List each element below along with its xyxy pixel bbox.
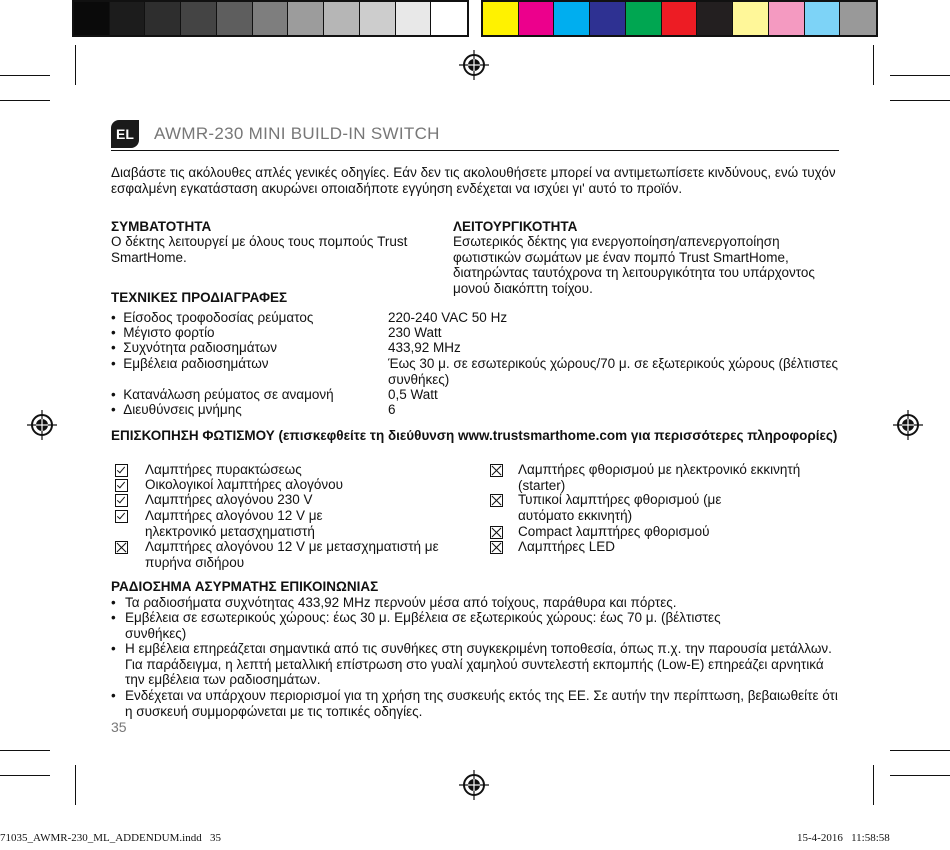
spec-label: • Εμβέλεια ραδιοσημάτων — [111, 356, 269, 371]
wireless-heading: ΡΑΔΙΟΣΗΜΑ ΑΣΥΡΜΑΤΗΣ ΕΠΙΚΟΙΝΩΝΙΑΣ — [111, 579, 379, 594]
color-swatch — [324, 2, 360, 35]
file-slug: 71035_AWMR-230_ML_ADDENDUM.indd 35 — [0, 832, 221, 844]
spec-value: 0,5 Watt — [388, 387, 438, 402]
spec-label: • Κατανάλωση ρεύματος σε αναμονή — [111, 387, 334, 402]
color-swatch — [626, 2, 662, 35]
functionality-heading: ΛΕΙΤΟΥΡΓΙΚΟΤΗΤΑ — [453, 219, 578, 234]
intro-paragraph: Διαβάστε τις ακόλουθες απλές γενικές οδηγίες. Εάν δεν τις ακολουθήσετε μπορεί να αντιμετωπίσετε κινδύνους, ενώ τυχόν εσφαλμένη εγκατάσταση ακυρώνει οποιαδήποτε εγγύηση ενδέχεται να ισχύει γι' αυτό το προϊόν. — [111, 165, 836, 196]
crop-mark — [0, 750, 50, 751]
product-title: AWMR-230 MINI BUILD-IN SWITCH — [154, 124, 440, 143]
spec-label: • Μέγιστο φορτίο — [111, 325, 215, 340]
crop-mark — [0, 75, 50, 76]
crop-mark — [890, 775, 950, 776]
crop-mark — [890, 750, 950, 751]
process-color-bar — [481, 0, 878, 37]
grayscale-color-bar — [72, 0, 469, 37]
color-swatch — [840, 2, 876, 35]
language-badge: EL — [111, 120, 139, 148]
checkbox-checked-icon — [115, 479, 128, 492]
color-swatch — [519, 2, 555, 35]
checkbox-checked-icon — [115, 494, 128, 507]
checkbox-crossed-icon — [490, 494, 503, 507]
color-swatch — [110, 2, 146, 35]
color-swatch — [590, 2, 626, 35]
color-swatch — [697, 2, 733, 35]
crop-mark — [75, 765, 76, 805]
color-swatch — [431, 2, 467, 35]
color-swatch — [769, 2, 805, 35]
color-swatch — [253, 2, 289, 35]
page-number: 35 — [111, 719, 127, 735]
color-swatch — [145, 2, 181, 35]
spec-label: • Διευθύνσεις μνήμης — [111, 402, 242, 417]
crop-mark — [75, 45, 76, 85]
checkbox-crossed-icon — [115, 541, 128, 554]
color-swatch — [217, 2, 253, 35]
checkbox-crossed-icon — [490, 526, 503, 539]
functionality-text: Εσωτερικός δέκτης για ενεργοποίηση/απενεργοποίηση φωτιστικών σωμάτων με έναν πομπό Trust SmartHome, διατηρώντας ταυτόχρονα τη λειτουργικότητα του υπάρχοντος μονού διακόπτη τοίχου. — [453, 234, 815, 296]
compatibility-text: Ο δέκτης λειτουργεί με όλους τους πομπούς Trust SmartHome. — [111, 234, 408, 265]
checkbox-crossed-icon — [490, 464, 503, 477]
color-swatch — [483, 2, 519, 35]
print-timestamp: 15-4-2016 11:58:58 — [797, 832, 890, 844]
color-swatch — [554, 2, 590, 35]
color-swatch — [733, 2, 769, 35]
color-swatch — [181, 2, 217, 35]
spec-label: • Συχνότητα ραδιοσημάτων — [111, 340, 278, 355]
spec-label: • Είσοδος τροφοδοσίας ρεύματος — [111, 310, 314, 325]
spec-value: 433,92 MHz — [388, 340, 461, 355]
registration-mark-icon — [27, 410, 57, 440]
crop-mark — [873, 765, 874, 805]
compatibility-heading: ΣΥΜΒΑΤΟΤΗΤΑ — [111, 219, 212, 234]
checkbox-crossed-icon — [490, 541, 503, 554]
crop-mark — [873, 45, 874, 85]
crop-mark — [890, 100, 950, 101]
color-swatch — [74, 2, 110, 35]
color-swatch — [805, 2, 841, 35]
color-swatch — [288, 2, 324, 35]
crop-mark — [890, 75, 950, 76]
color-swatch — [662, 2, 698, 35]
lighting-heading: ΕΠΙΣΚΟΠΗΣΗ ΦΩΤΙΣΜΟΥ (επισκεφθείτε τη διεύθυνση www.trustsmarthome.com για περισσότερες πληροφορίες) — [111, 428, 838, 443]
spec-value: Έως 30 μ. σε εσωτερικούς χώρους/70 μ. σε εξωτερικούς χώρους (βέλτιστες συνθήκες) — [388, 356, 839, 387]
registration-mark-icon — [459, 50, 489, 80]
color-swatch — [396, 2, 432, 35]
crop-mark — [0, 775, 50, 776]
checkbox-checked-icon — [115, 510, 128, 523]
registration-mark-icon — [459, 770, 489, 800]
registration-mark-icon — [893, 410, 923, 440]
spec-value: 220-240 VAC 50 Hz — [388, 310, 508, 325]
crop-mark — [0, 100, 50, 101]
spec-value: 230 Watt — [388, 325, 442, 340]
checkbox-checked-icon — [115, 464, 128, 477]
specs-heading: ΤΕΧΝΙΚΕΣ ΠΡΟΔΙΑΓΡΑΦΕΣ — [111, 290, 288, 305]
spec-value: 6 — [388, 402, 396, 417]
color-swatch — [360, 2, 396, 35]
header-divider — [111, 150, 839, 151]
